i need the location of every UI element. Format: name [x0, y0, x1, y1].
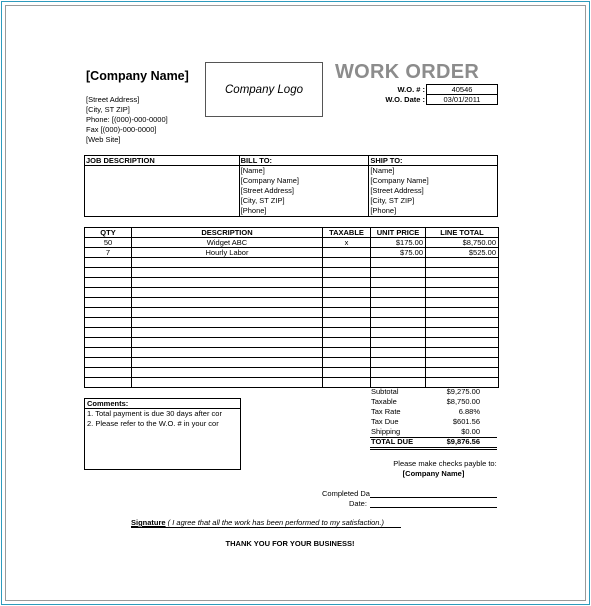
subtotal-value: $9,275.00 — [446, 387, 480, 396]
bill-name: [Name] — [240, 166, 265, 175]
col-taxable-header: TAXABLE — [323, 228, 371, 238]
cell-taxable[interactable] — [323, 348, 371, 358]
cell-line-total[interactable] — [426, 298, 499, 308]
wo-number-field[interactable]: 40546 — [426, 84, 498, 95]
cell-description[interactable] — [132, 328, 323, 338]
table-row — [85, 238, 499, 248]
cell-description[interactable] — [132, 368, 323, 378]
ship-to-block[interactable] — [369, 166, 498, 217]
ship-to-header: SHIP TO: — [369, 156, 498, 166]
cell-unit-price[interactable] — [371, 258, 426, 268]
cell-description[interactable] — [132, 308, 323, 318]
cell-unit-price[interactable] — [371, 298, 426, 308]
cell-qty[interactable] — [85, 358, 132, 368]
cell-taxable[interactable] — [323, 338, 371, 348]
cell-taxable[interactable] — [323, 258, 371, 268]
cell-line-total[interactable] — [426, 308, 499, 318]
table-row — [85, 298, 499, 308]
cell-line-total[interactable] — [426, 358, 499, 368]
cell-unit-price[interactable] — [371, 328, 426, 338]
tax-due-label: Tax Due — [371, 417, 399, 426]
cell-qty[interactable] — [85, 268, 132, 278]
total-due-label: TOTAL DUE — [371, 437, 414, 446]
items-table — [84, 227, 499, 388]
cell-qty[interactable] — [85, 338, 132, 348]
cell-qty[interactable] — [85, 378, 132, 388]
tax-rate-value: 6.88% — [458, 407, 480, 416]
comment-line: 1. Total payment is due 30 days after cor — [87, 409, 222, 418]
bill-phone: [Phone] — [240, 206, 267, 215]
cell-qty[interactable] — [85, 328, 132, 338]
cell-unit-price[interactable] — [371, 318, 426, 328]
bill-to-header: BILL TO: — [239, 156, 369, 166]
completed-date-field[interactable] — [370, 488, 497, 498]
ship-city: [City, ST ZIP] — [370, 196, 415, 205]
cell-taxable[interactable] — [323, 288, 371, 298]
company-street: [Street Address] — [86, 95, 140, 104]
signature-field[interactable] — [131, 527, 401, 528]
cell-line-total[interactable] — [426, 348, 499, 358]
cell-description[interactable]: Widget ABC — [132, 238, 323, 248]
cell-line-total[interactable] — [426, 368, 499, 378]
tax-rate-label: Tax Rate — [371, 407, 401, 416]
cell-line-total[interactable] — [426, 378, 499, 388]
cell-qty[interactable] — [85, 348, 132, 358]
cell-qty[interactable] — [85, 318, 132, 328]
signature-note: ( I agree that all the work has been performed to my satisfaction.) — [165, 518, 385, 527]
ship-phone: [Phone] — [370, 206, 397, 215]
shipping-label: Shipping — [371, 427, 401, 436]
company-city: [City, ST ZIP] — [86, 105, 130, 114]
cell-unit-price[interactable] — [371, 348, 426, 358]
cell-description[interactable] — [132, 378, 323, 388]
ship-company: [Company Name] — [370, 176, 429, 185]
cell-taxable[interactable] — [323, 268, 371, 278]
cell-taxable[interactable] — [323, 278, 371, 288]
cell-description[interactable] — [132, 258, 323, 268]
cell-line-total[interactable] — [426, 258, 499, 268]
date-label: Date: — [349, 499, 367, 508]
ship-street: [Street Address] — [370, 186, 424, 195]
bill-street: [Street Address] — [240, 186, 295, 195]
wo-date-label: W.O. Date : — [385, 95, 425, 104]
table-row — [85, 318, 499, 328]
wo-number-label: W.O. # : — [397, 85, 425, 94]
company-name: [Company Name] — [86, 69, 189, 83]
bill-company: [Company Name] — [240, 176, 299, 185]
tax-due-value: $601.56 — [452, 417, 480, 426]
job-description-field[interactable] — [85, 166, 240, 217]
cell-line-total[interactable] — [426, 288, 499, 298]
cell-taxable[interactable]: x — [323, 238, 371, 248]
comment-line: 2. Please refer to the W.O. # in your cor — [87, 419, 219, 428]
table-row — [85, 308, 499, 318]
cell-unit-price[interactable] — [371, 278, 426, 288]
date-field[interactable] — [370, 498, 497, 508]
comments-box[interactable] — [84, 398, 241, 470]
job-description-header: JOB DESCRIPTION — [85, 156, 240, 166]
table-row — [85, 348, 499, 358]
taxable-label: Taxable — [371, 397, 397, 406]
cell-line-total[interactable] — [426, 318, 499, 328]
cell-description[interactable] — [132, 338, 323, 348]
table-row — [85, 378, 499, 388]
table-row — [85, 258, 499, 268]
cell-qty[interactable] — [85, 278, 132, 288]
subtotal-label: Subtotal — [371, 387, 399, 396]
table-row — [85, 368, 499, 378]
wo-date-field[interactable]: 03/01/2011 — [426, 95, 498, 105]
cell-line-total[interactable]: $8,750.00 — [426, 238, 499, 248]
completed-date-label: Completed Da — [322, 489, 370, 498]
bill-city: [City, ST ZIP] — [240, 196, 285, 205]
cell-description[interactable] — [132, 358, 323, 368]
signature-label: Signature — [131, 518, 166, 527]
table-row — [85, 338, 499, 348]
company-phone: Phone: [(000)-000-0000] — [86, 115, 168, 124]
cell-line-total[interactable] — [426, 278, 499, 288]
company-logo — [205, 62, 323, 117]
payee-name: [Company Name] — [402, 469, 465, 478]
cell-taxable[interactable] — [323, 248, 371, 258]
cell-unit-price[interactable] — [371, 288, 426, 298]
col-unit-price-header: UNIT PRICE — [371, 228, 426, 238]
thank-you-message: THANK YOU FOR YOUR BUSINESS! — [225, 539, 355, 548]
table-row — [85, 248, 499, 258]
cell-description[interactable]: Hourly Labor — [132, 248, 323, 258]
total-due-value: $9,876.56 — [446, 437, 480, 446]
cell-unit-price[interactable] — [371, 268, 426, 278]
cell-qty[interactable]: 7 — [85, 248, 132, 258]
cell-description[interactable] — [132, 298, 323, 308]
cell-qty[interactable] — [85, 298, 132, 308]
cell-unit-price[interactable]: $75.00 — [371, 248, 426, 258]
cell-unit-price[interactable] — [371, 358, 426, 368]
cell-line-total[interactable] — [426, 268, 499, 278]
cell-taxable[interactable] — [323, 358, 371, 368]
cell-unit-price[interactable] — [371, 338, 426, 348]
cell-taxable[interactable] — [323, 328, 371, 338]
cell-taxable[interactable] — [323, 378, 371, 388]
taxable-value: $8,750.00 — [446, 397, 480, 406]
cell-unit-price[interactable] — [371, 308, 426, 318]
document-title: WORK ORDER — [335, 61, 480, 83]
payment-note: Please make checks payble to: — [393, 459, 497, 468]
info-table — [84, 155, 498, 217]
cell-qty[interactable] — [85, 368, 132, 378]
cell-taxable[interactable] — [323, 318, 371, 328]
cell-qty[interactable] — [85, 258, 132, 268]
cell-taxable[interactable] — [323, 368, 371, 378]
cell-description[interactable] — [132, 278, 323, 288]
cell-taxable[interactable] — [323, 298, 371, 308]
cell-taxable[interactable] — [323, 308, 371, 318]
col-description-header: DESCRIPTION — [132, 228, 323, 238]
total-double-underline — [370, 449, 497, 450]
logo-text: Company Logo — [225, 83, 303, 96]
col-qty-header: QTY — [85, 228, 132, 238]
company-website: [Web Site] — [86, 135, 121, 144]
bill-to-block[interactable] — [239, 166, 369, 217]
company-fax: Fax [(000)-000-0000] — [86, 125, 157, 134]
table-row — [85, 358, 499, 368]
signature-line — [131, 518, 384, 527]
table-row — [85, 268, 499, 278]
table-row — [85, 288, 499, 298]
ship-name: [Name] — [370, 166, 395, 175]
shipping-value: $0.00 — [461, 427, 480, 436]
cell-description[interactable] — [132, 318, 323, 328]
cell-qty[interactable] — [85, 308, 132, 318]
total-underline — [370, 447, 497, 448]
cell-unit-price[interactable]: $175.00 — [371, 238, 426, 248]
comments-title: Comments: — [85, 399, 240, 409]
table-row — [85, 278, 499, 288]
col-line-total-header: LINE TOTAL — [426, 228, 499, 238]
cell-description[interactable] — [132, 268, 323, 278]
cell-qty[interactable]: 50 — [85, 238, 132, 248]
cell-line-total[interactable]: $525.00 — [426, 248, 499, 258]
cell-line-total[interactable] — [426, 328, 499, 338]
cell-unit-price[interactable] — [371, 368, 426, 378]
cell-line-total[interactable] — [426, 338, 499, 348]
cell-description[interactable] — [132, 288, 323, 298]
cell-unit-price[interactable] — [371, 378, 426, 388]
cell-qty[interactable] — [85, 288, 132, 298]
table-row — [85, 328, 499, 338]
cell-description[interactable] — [132, 348, 323, 358]
